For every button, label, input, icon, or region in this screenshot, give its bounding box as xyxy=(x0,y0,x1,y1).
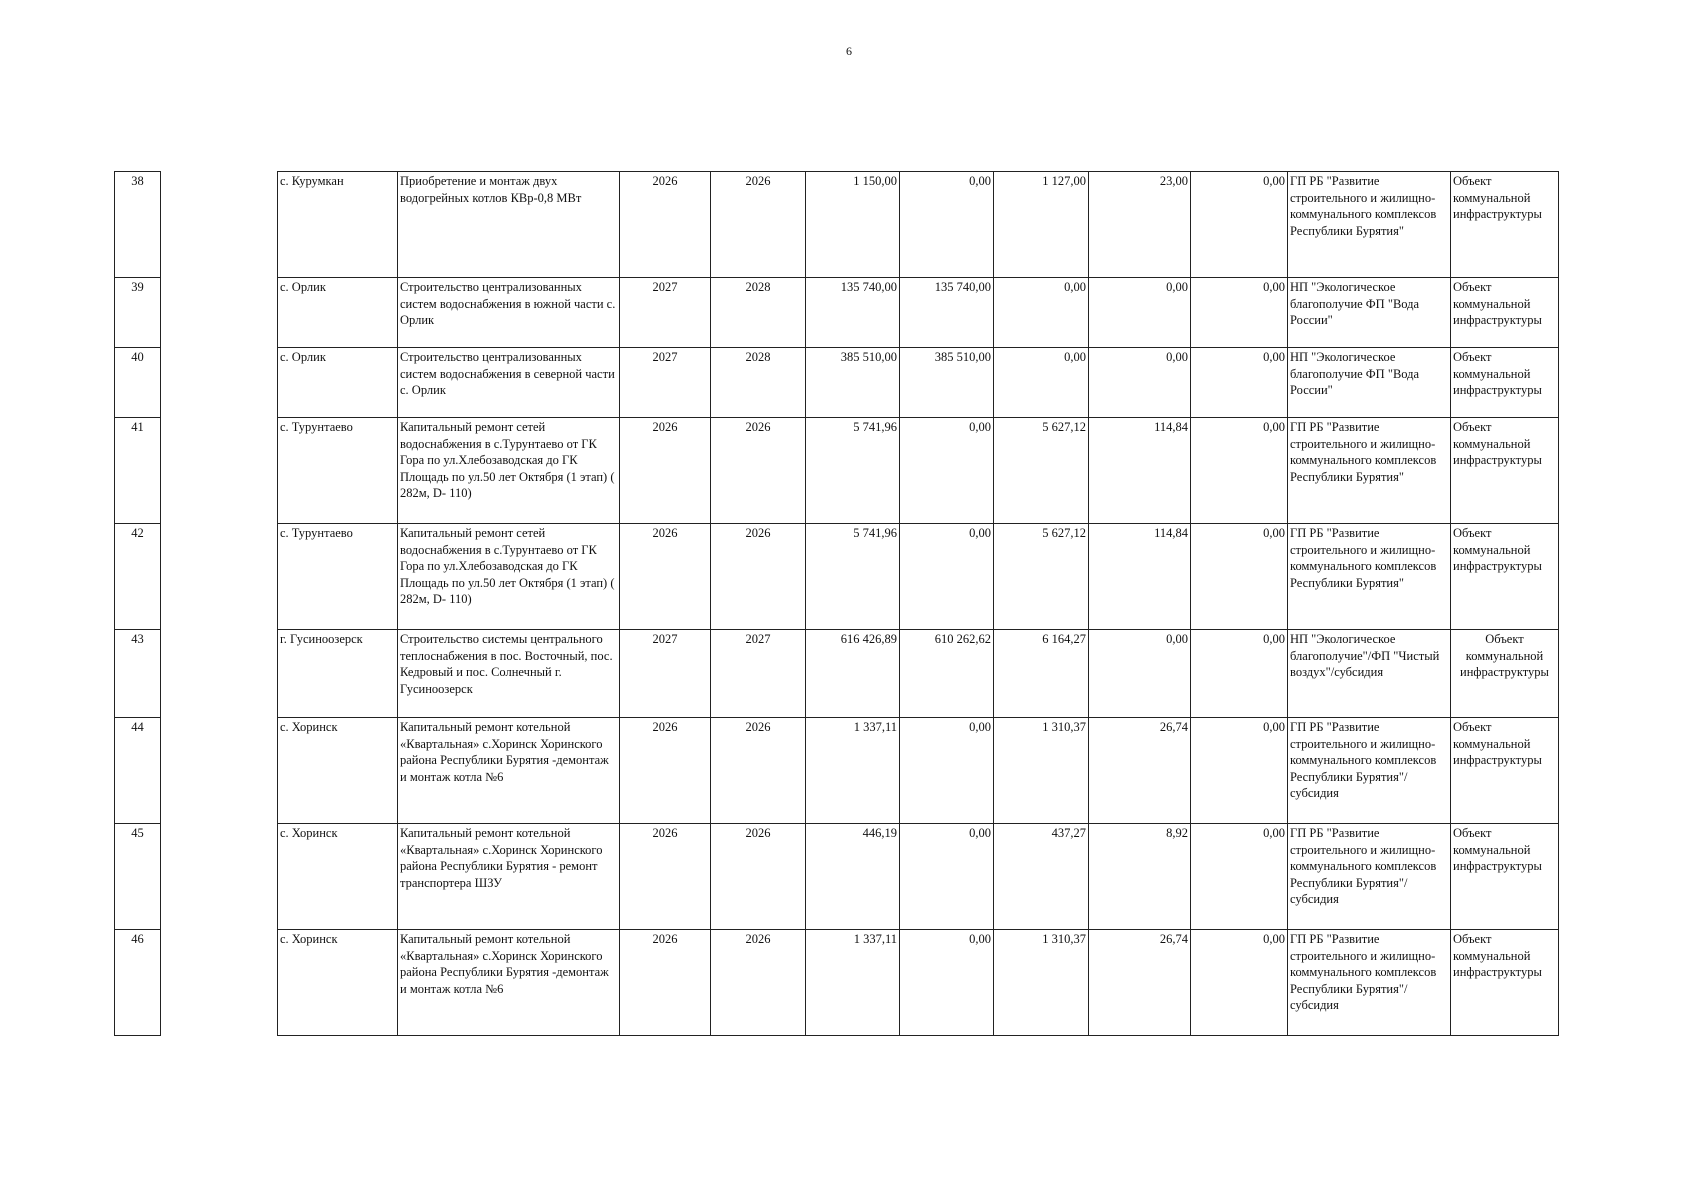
start-year-cell: 2026 xyxy=(620,930,711,1036)
municipal-budget-cell: 0,00 xyxy=(1089,348,1191,418)
other-sources-cell: 0,00 xyxy=(1191,930,1288,1036)
federal-budget-cell: 135 740,00 xyxy=(900,278,994,348)
row-spacer xyxy=(161,930,278,1036)
project-name-cell: Строительство системы центрального теплоснабжения в пос. Восточный, пос. Кедровый и пос. Солнечный г. Гусиноозерск xyxy=(398,630,620,718)
object-type-cell: Объект коммунальной инфраструктуры xyxy=(1451,930,1559,1036)
row-spacer xyxy=(161,824,278,930)
row-number: 46 xyxy=(115,930,161,1036)
end-year-cell: 2026 xyxy=(711,524,806,630)
funding-source-cell: НП "Экологическое благополучие ФП "Вода России" xyxy=(1288,348,1451,418)
end-year-cell: 2027 xyxy=(711,630,806,718)
regional-budget-cell: 437,27 xyxy=(994,824,1089,930)
project-name-cell: Капитальный ремонт котельной «Квартальная» с.Хоринск Хоринского района Республики Бурятия -демонтаж и монтаж котла №6 xyxy=(398,718,620,824)
settlement-cell: с. Хоринск xyxy=(278,824,398,930)
funding-source-cell: ГП РБ "Развитие строительного и жилищно-коммунального комплексов Республики Бурятия"/субсидия xyxy=(1288,718,1451,824)
total-cost-cell: 446,19 xyxy=(806,824,900,930)
row-spacer xyxy=(161,524,278,630)
object-type-cell: Объект коммунальной инфраструктуры xyxy=(1451,524,1559,630)
start-year-cell: 2027 xyxy=(620,348,711,418)
table-row xyxy=(115,930,1559,1036)
federal-budget-cell: 0,00 xyxy=(900,824,994,930)
municipal-budget-cell: 26,74 xyxy=(1089,718,1191,824)
row-spacer xyxy=(161,630,278,718)
municipal-budget-cell: 0,00 xyxy=(1089,278,1191,348)
federal-budget-cell: 385 510,00 xyxy=(900,348,994,418)
end-year-cell: 2026 xyxy=(711,824,806,930)
table-row xyxy=(115,630,1559,718)
row-spacer xyxy=(161,348,278,418)
municipal-budget-cell: 8,92 xyxy=(1089,824,1191,930)
regional-budget-cell: 6 164,27 xyxy=(994,630,1089,718)
settlement-cell: с. Турунтаево xyxy=(278,418,398,524)
regional-budget-cell: 0,00 xyxy=(994,278,1089,348)
start-year-cell: 2026 xyxy=(620,524,711,630)
start-year-cell: 2027 xyxy=(620,630,711,718)
end-year-cell: 2028 xyxy=(711,278,806,348)
regional-budget-cell: 1 127,00 xyxy=(994,172,1089,278)
row-spacer xyxy=(161,278,278,348)
start-year-cell: 2026 xyxy=(620,418,711,524)
row-spacer xyxy=(161,172,278,278)
row-number: 43 xyxy=(115,630,161,718)
municipal-budget-cell: 114,84 xyxy=(1089,524,1191,630)
project-name-cell: Строительство централизованных систем водоснабжения в северной части с. Орлик xyxy=(398,348,620,418)
total-cost-cell: 385 510,00 xyxy=(806,348,900,418)
municipal-budget-cell: 114,84 xyxy=(1089,418,1191,524)
regional-budget-cell: 0,00 xyxy=(994,348,1089,418)
table-row xyxy=(115,278,1559,348)
settlement-cell: с. Курумкан xyxy=(278,172,398,278)
end-year-cell: 2026 xyxy=(711,418,806,524)
object-type-cell: Объект коммунальной инфраструктуры xyxy=(1451,418,1559,524)
object-type-cell: Объект коммунальной инфраструктуры xyxy=(1451,172,1559,278)
table-row xyxy=(115,418,1559,524)
row-number: 39 xyxy=(115,278,161,348)
end-year-cell: 2026 xyxy=(711,172,806,278)
start-year-cell: 2026 xyxy=(620,824,711,930)
total-cost-cell: 1 337,11 xyxy=(806,718,900,824)
other-sources-cell: 0,00 xyxy=(1191,524,1288,630)
federal-budget-cell: 0,00 xyxy=(900,172,994,278)
table-row xyxy=(115,824,1559,930)
funding-source-cell: НП "Экологическое благополучие"/ФП "Чистый воздух"/субсидия xyxy=(1288,630,1451,718)
regional-budget-cell: 1 310,37 xyxy=(994,718,1089,824)
federal-budget-cell: 0,00 xyxy=(900,930,994,1036)
funding-source-cell: ГП РБ "Развитие строительного и жилищно-коммунального комплексов Республики Бурятия" xyxy=(1288,172,1451,278)
start-year-cell: 2026 xyxy=(620,172,711,278)
funding-source-cell: ГП РБ "Развитие строительного и жилищно-коммунального комплексов Республики Бурятия" xyxy=(1288,524,1451,630)
object-type-cell: Объект коммунальной инфраструктуры xyxy=(1451,630,1559,718)
table-row xyxy=(115,718,1559,824)
total-cost-cell: 1 150,00 xyxy=(806,172,900,278)
end-year-cell: 2026 xyxy=(711,718,806,824)
object-type-cell: Объект коммунальной инфраструктуры xyxy=(1451,718,1559,824)
federal-budget-cell: 0,00 xyxy=(900,718,994,824)
table-row xyxy=(115,524,1559,630)
total-cost-cell: 135 740,00 xyxy=(806,278,900,348)
row-number: 42 xyxy=(115,524,161,630)
regional-budget-cell: 5 627,12 xyxy=(994,418,1089,524)
federal-budget-cell: 0,00 xyxy=(900,418,994,524)
project-name-cell: Капитальный ремонт сетей водоснабжения в с.Турунтаево от ГК Гора по ул.Хлебозаводская до ГК Площадь по ул.50 лет Октября (1 этап) ( 282м, D- 110) xyxy=(398,418,620,524)
other-sources-cell: 0,00 xyxy=(1191,824,1288,930)
municipal-budget-cell: 26,74 xyxy=(1089,930,1191,1036)
total-cost-cell: 1 337,11 xyxy=(806,930,900,1036)
municipal-budget-cell: 23,00 xyxy=(1089,172,1191,278)
municipal-budget-cell: 0,00 xyxy=(1089,630,1191,718)
row-number: 44 xyxy=(115,718,161,824)
settlement-cell: г. Гусиноозерск xyxy=(278,630,398,718)
row-number: 45 xyxy=(115,824,161,930)
row-number: 38 xyxy=(115,172,161,278)
federal-budget-cell: 0,00 xyxy=(900,524,994,630)
row-spacer xyxy=(161,718,278,824)
settlement-cell: с. Орлик xyxy=(278,348,398,418)
start-year-cell: 2026 xyxy=(620,718,711,824)
start-year-cell: 2027 xyxy=(620,278,711,348)
other-sources-cell: 0,00 xyxy=(1191,348,1288,418)
funding-source-cell: ГП РБ "Развитие строительного и жилищно-коммунального комплексов Республики Бурятия" xyxy=(1288,418,1451,524)
project-name-cell: Строительство централизованных систем водоснабжения в южной части с. Орлик xyxy=(398,278,620,348)
project-name-cell: Приобретение и монтаж двух водогрейных котлов КВр-0,8 МВт xyxy=(398,172,620,278)
table-row xyxy=(115,348,1559,418)
object-type-cell: Объект коммунальной инфраструктуры xyxy=(1451,348,1559,418)
total-cost-cell: 5 741,96 xyxy=(806,524,900,630)
projects-table xyxy=(114,171,1559,1036)
row-number: 40 xyxy=(115,348,161,418)
total-cost-cell: 5 741,96 xyxy=(806,418,900,524)
other-sources-cell: 0,00 xyxy=(1191,630,1288,718)
settlement-cell: с. Хоринск xyxy=(278,930,398,1036)
object-type-cell: Объект коммунальной инфраструктуры xyxy=(1451,278,1559,348)
other-sources-cell: 0,00 xyxy=(1191,172,1288,278)
funding-source-cell: НП "Экологическое благополучие ФП "Вода России" xyxy=(1288,278,1451,348)
other-sources-cell: 0,00 xyxy=(1191,418,1288,524)
total-cost-cell: 616 426,89 xyxy=(806,630,900,718)
funding-source-cell: ГП РБ "Развитие строительного и жилищно-коммунального комплексов Республики Бурятия"/субсидия xyxy=(1288,824,1451,930)
regional-budget-cell: 5 627,12 xyxy=(994,524,1089,630)
settlement-cell: с. Турунтаево xyxy=(278,524,398,630)
settlement-cell: с. Орлик xyxy=(278,278,398,348)
project-name-cell: Капитальный ремонт сетей водоснабжения в с.Турунтаево от ГК Гора по ул.Хлебозаводская до ГК Площадь по ул.50 лет Октября (1 этап) ( 282м, D- 110) xyxy=(398,524,620,630)
row-number: 41 xyxy=(115,418,161,524)
other-sources-cell: 0,00 xyxy=(1191,718,1288,824)
other-sources-cell: 0,00 xyxy=(1191,278,1288,348)
row-spacer xyxy=(161,418,278,524)
page-number: 6 xyxy=(846,44,852,58)
settlement-cell: с. Хоринск xyxy=(278,718,398,824)
table-row xyxy=(115,172,1559,278)
regional-budget-cell: 1 310,37 xyxy=(994,930,1089,1036)
project-name-cell: Капитальный ремонт котельной «Квартальная» с.Хоринск Хоринского района Республики Бурятия -демонтаж и монтаж котла №6 xyxy=(398,930,620,1036)
end-year-cell: 2028 xyxy=(711,348,806,418)
object-type-cell: Объект коммунальной инфраструктуры xyxy=(1451,824,1559,930)
funding-source-cell: ГП РБ "Развитие строительного и жилищно-коммунального комплексов Республики Бурятия"/субсидия xyxy=(1288,930,1451,1036)
end-year-cell: 2026 xyxy=(711,930,806,1036)
project-name-cell: Капитальный ремонт котельной «Квартальная» с.Хоринск Хоринского района Республики Бурятия - ремонт транспортера ШЗУ xyxy=(398,824,620,930)
federal-budget-cell: 610 262,62 xyxy=(900,630,994,718)
